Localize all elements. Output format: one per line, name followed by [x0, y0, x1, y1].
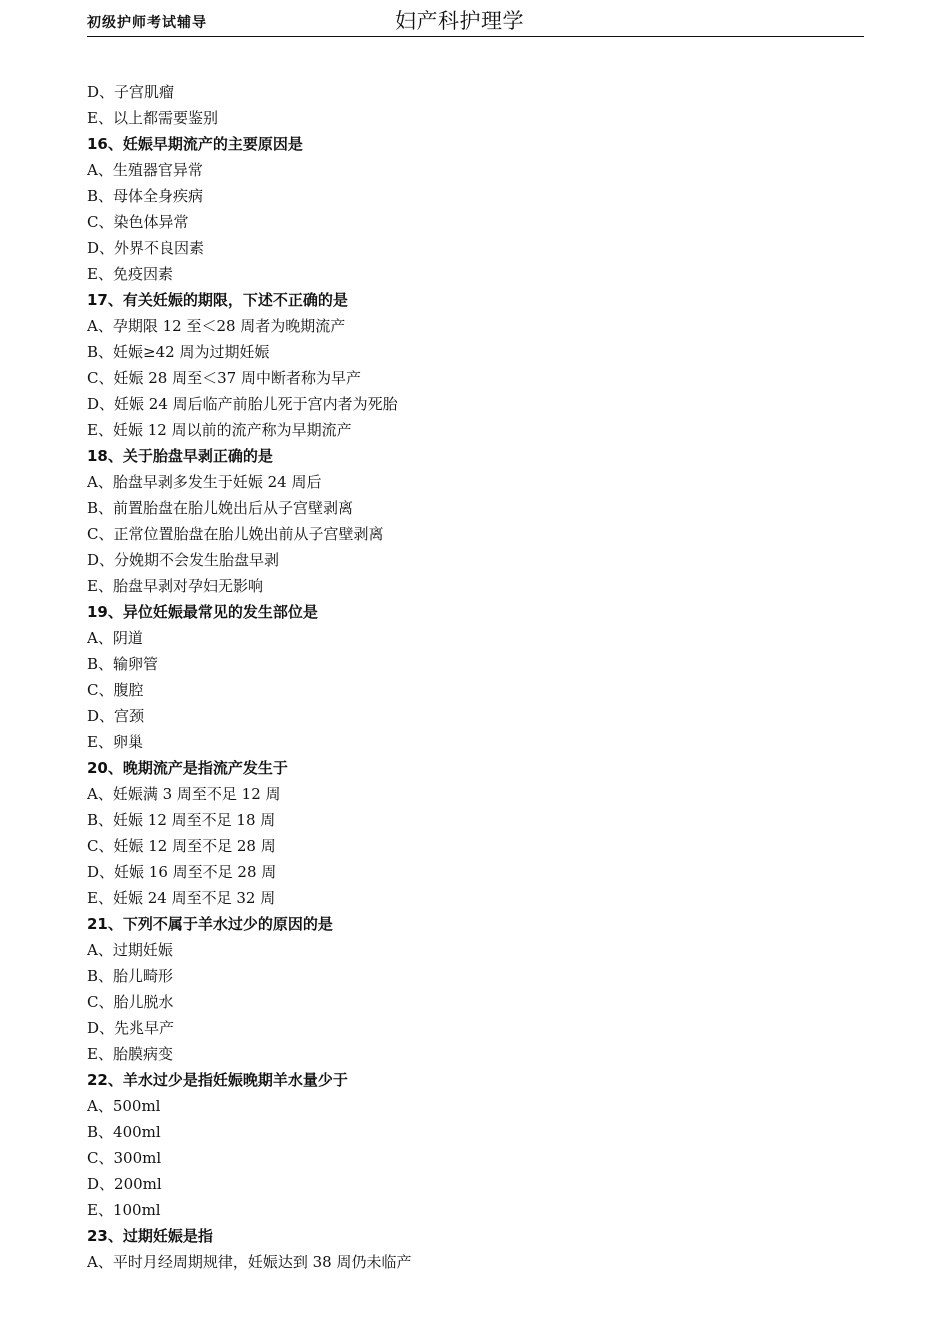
question-stem: 23、过期妊娠是指 [87, 1227, 213, 1245]
answer-option: E、胎膜病变 [87, 1045, 173, 1063]
answer-option: D、分娩期不会发生胎盘早剥 [87, 551, 280, 569]
header-course-name: 初级护师考试辅导 [87, 15, 207, 31]
question-stem: 22、羊水过少是指妊娠晚期羊水量少于 [87, 1071, 348, 1089]
answer-option: C、腹腔 [87, 681, 144, 699]
answer-option: A、胎盘早剥多发生于妊娠 24 周后 [87, 473, 322, 491]
answer-option: E、100ml [87, 1201, 161, 1219]
answer-option: D、外界不良因素 [87, 239, 205, 257]
answer-option: D、妊娠 24 周后临产前胎儿死于宫内者为死胎 [87, 395, 398, 413]
answer-option: A、平时月经周期规律，妊娠达到 38 周仍未临产 [87, 1253, 412, 1271]
answer-option: B、母体全身疾病 [87, 187, 204, 205]
answer-option: D、先兆早产 [87, 1019, 175, 1037]
answer-option: E、以上都需要鉴别 [87, 109, 218, 127]
answer-option: C、妊娠 28 周至＜37 周中断者称为早产 [87, 369, 361, 387]
answer-option: B、输卵管 [87, 655, 159, 673]
question-stem: 19、异位妊娠最常见的发生部位是 [87, 603, 318, 621]
answer-option: B、400ml [87, 1123, 161, 1141]
header-subject-title: 妇产科护理学 [395, 9, 524, 33]
answer-option: A、孕期限 12 至＜28 周者为晚期流产 [87, 317, 346, 335]
answer-option: A、妊娠满 3 周至不足 12 周 [87, 785, 281, 803]
question-list [87, 79, 864, 1275]
answer-option: E、卵巢 [87, 733, 143, 751]
answer-option: A、500ml [87, 1097, 161, 1115]
question-stem: 21、下列不属于羊水过少的原因的是 [87, 915, 333, 933]
answer-option: A、阴道 [87, 629, 143, 647]
answer-option: A、生殖器官异常 [87, 161, 203, 179]
question-stem: 18、关于胎盘早剥正确的是 [87, 447, 273, 465]
answer-option: C、正常位置胎盘在胎儿娩出前从子宫壁剥离 [87, 525, 384, 543]
question-stem: 16、妊娠早期流产的主要原因是 [87, 135, 303, 153]
answer-option: A、过期妊娠 [87, 941, 173, 959]
answer-option: D、妊娠 16 周至不足 28 周 [87, 863, 277, 881]
answer-option: E、妊娠 12 周以前的流产称为早期流产 [87, 421, 352, 439]
answer-option: B、胎儿畸形 [87, 967, 174, 985]
answer-option: E、胎盘早剥对孕妇无影响 [87, 577, 263, 595]
answer-option: E、免疫因素 [87, 265, 173, 283]
question-stem: 17、有关妊娠的期限，下述不正确的是 [87, 291, 348, 309]
answer-option: B、妊娠 12 周至不足 18 周 [87, 811, 276, 829]
answer-option: B、前置胎盘在胎儿娩出后从子宫壁剥离 [87, 499, 354, 517]
page-header [87, 8, 864, 37]
answer-option: C、300ml [87, 1149, 162, 1167]
answer-option: D、子宫肌瘤 [87, 83, 175, 101]
question-stem: 20、晚期流产是指流产发生于 [87, 759, 288, 777]
answer-option: D、200ml [87, 1175, 162, 1193]
answer-option: E、妊娠 24 周至不足 32 周 [87, 889, 276, 907]
answer-option: C、染色体异常 [87, 213, 189, 231]
answer-option: C、胎儿脱水 [87, 993, 174, 1011]
answer-option: D、宫颈 [87, 707, 145, 725]
answer-option: C、妊娠 12 周至不足 28 周 [87, 837, 276, 855]
answer-option: B、妊娠≥42 周为过期妊娠 [87, 343, 270, 361]
